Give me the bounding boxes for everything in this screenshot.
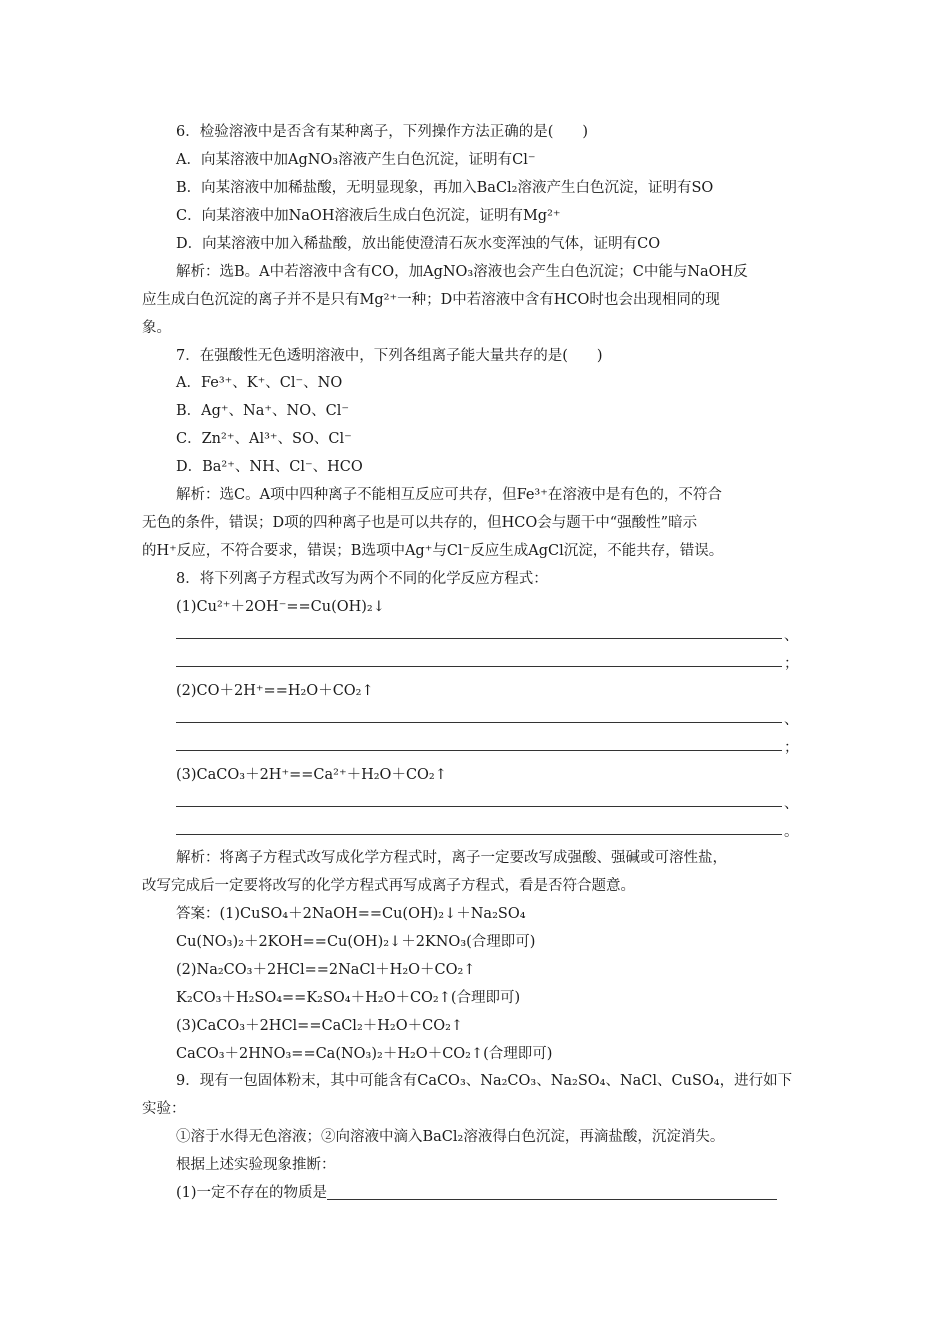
q9-part1-label: (1)一定不存在的物质是: [176, 1185, 328, 1201]
q8-answer-line1: 答案：(1)CuSO₄＋2NaOH==Cu(OH)₂↓＋Na₂SO₄: [176, 906, 526, 922]
q8-comma: 、: [784, 712, 799, 728]
answer-blank[interactable]: [327, 1185, 777, 1200]
q8-answer-line3: (2)Na₂CO₃＋2HCl==2NaCl＋H₂O＋CO₂↑: [176, 962, 476, 978]
q8-comma: 、: [784, 796, 799, 812]
q9-stem-line1: 9．现有一包固体粉末，其中可能含有CaCO₃、Na₂CO₃、Na₂SO₄、NaCl、CuSO₄，进行如下: [176, 1073, 793, 1089]
q8-semicolon: ；: [784, 740, 799, 756]
q8-explanation-line1: 解析：将离子方程式改写成化学方程式时，离子一定要改写成强酸、强碱或可溶性盐，: [176, 850, 727, 866]
q8-explanation-line2: 改写完成后一定要将改写的化学方程式再写成离子方程式，看是否符合题意。: [142, 878, 635, 894]
q8-stem: 8．将下列离子方程式改写为两个不同的化学反应方程式：: [176, 571, 548, 587]
q6-option-d: D．向某溶液中加入稀盐酸，放出能使澄清石灰水变浑浊的气体，证明有CO: [176, 236, 661, 252]
answer-blank[interactable]: [176, 638, 782, 639]
q9-stem-line2: 实验：: [142, 1101, 186, 1117]
q8-answer-line5: (3)CaCO₃＋2HCl==CaCl₂＋H₂O＋CO₂↑: [176, 1018, 464, 1034]
answer-blank[interactable]: [176, 834, 782, 835]
q6-explanation-line1: 解析：选B。A中若溶液中含有CO，加AgNO₃溶液也会产生白色沉淀；C中能与NaOH反: [176, 264, 748, 280]
q6-option-c: C．向某溶液中加NaOH溶液后生成白色沉淀，证明有Mg²⁺: [176, 208, 561, 224]
q9-experiment: ①溶于水得无色溶液；②向溶液中滴入BaCl₂溶液得白色沉淀，再滴盐酸，沉淀消失。: [176, 1129, 725, 1145]
answer-blank[interactable]: [176, 806, 782, 807]
q7-stem: 7．在强酸性无色透明溶液中，下列各组离子能大量共存的是( ): [176, 348, 603, 364]
answer-blank[interactable]: [176, 722, 782, 723]
q8-period: 。: [784, 824, 799, 840]
answer-blank[interactable]: [176, 666, 782, 667]
q8-semicolon: ；: [784, 656, 799, 672]
q8-part1: (1)Cu²⁺＋2OH⁻==Cu(OH)₂↓: [176, 599, 385, 615]
q6-option-a: A．向某溶液中加AgNO₃溶液产生白色沉淀，证明有Cl⁻: [176, 152, 536, 168]
q8-part3: (3)CaCO₃＋2H⁺==Ca²⁺＋H₂O＋CO₂↑: [176, 767, 447, 783]
q7-explanation-line2: 无色的条件，错误；D项的四种离子也是可以共存的，但HCO会与题干中“强酸性”暗示: [142, 515, 698, 531]
q7-option-c: C．Zn²⁺、Al³⁺、SO、Cl⁻: [176, 431, 352, 447]
q7-option-a: A．Fe³⁺、K⁺、Cl⁻、NO: [176, 375, 343, 391]
q6-stem: 6．检验溶液中是否含有某种离子，下列操作方法正确的是( ): [176, 124, 589, 140]
answer-blank[interactable]: [176, 750, 782, 751]
q8-answer-line4: K₂CO₃＋H₂SO₄==K₂SO₄＋H₂O＋CO₂↑(合理即可): [176, 990, 521, 1006]
q8-answer-line6: CaCO₃＋2HNO₃==Ca(NO₃)₂＋H₂O＋CO₂↑(合理即可): [176, 1046, 553, 1062]
q6-explanation-line3: 象。: [142, 320, 171, 336]
q7-option-b: B．Ag⁺、Na⁺、NO、Cl⁻: [176, 403, 350, 419]
q6-explanation-line2: 应生成白色沉淀的离子并不是只有Mg²⁺一种；D中若溶液中含有HCO时也会出现相同的现: [142, 292, 720, 308]
q9-inference: 根据上述实验现象推断：: [176, 1157, 336, 1173]
q7-option-d: D．Ba²⁺、NH、Cl⁻、HCO: [176, 459, 363, 475]
q8-answer-line2: Cu(NO₃)₂＋2KOH==Cu(OH)₂↓＋2KNO₃(合理即可): [176, 934, 536, 950]
q8-comma: 、: [784, 628, 799, 644]
q6-option-b: B．向某溶液中加稀盐酸，无明显现象，再加入BaCl₂溶液产生白色沉淀，证明有SO: [176, 180, 714, 196]
q9-part1: [176, 1183, 777, 1203]
q7-explanation-line3: 的H⁺反应，不符合要求，错误；B选项中Ag⁺与Cl⁻反应生成AgCl沉淀，不能共存，错误。: [142, 543, 724, 559]
q7-explanation-line1: 解析：选C。A项中四种离子不能相互反应可共存，但Fe³⁺在溶液中是有色的，不符合: [176, 487, 722, 503]
q8-part2: (2)CO＋2H⁺==H₂O＋CO₂↑: [176, 683, 374, 699]
